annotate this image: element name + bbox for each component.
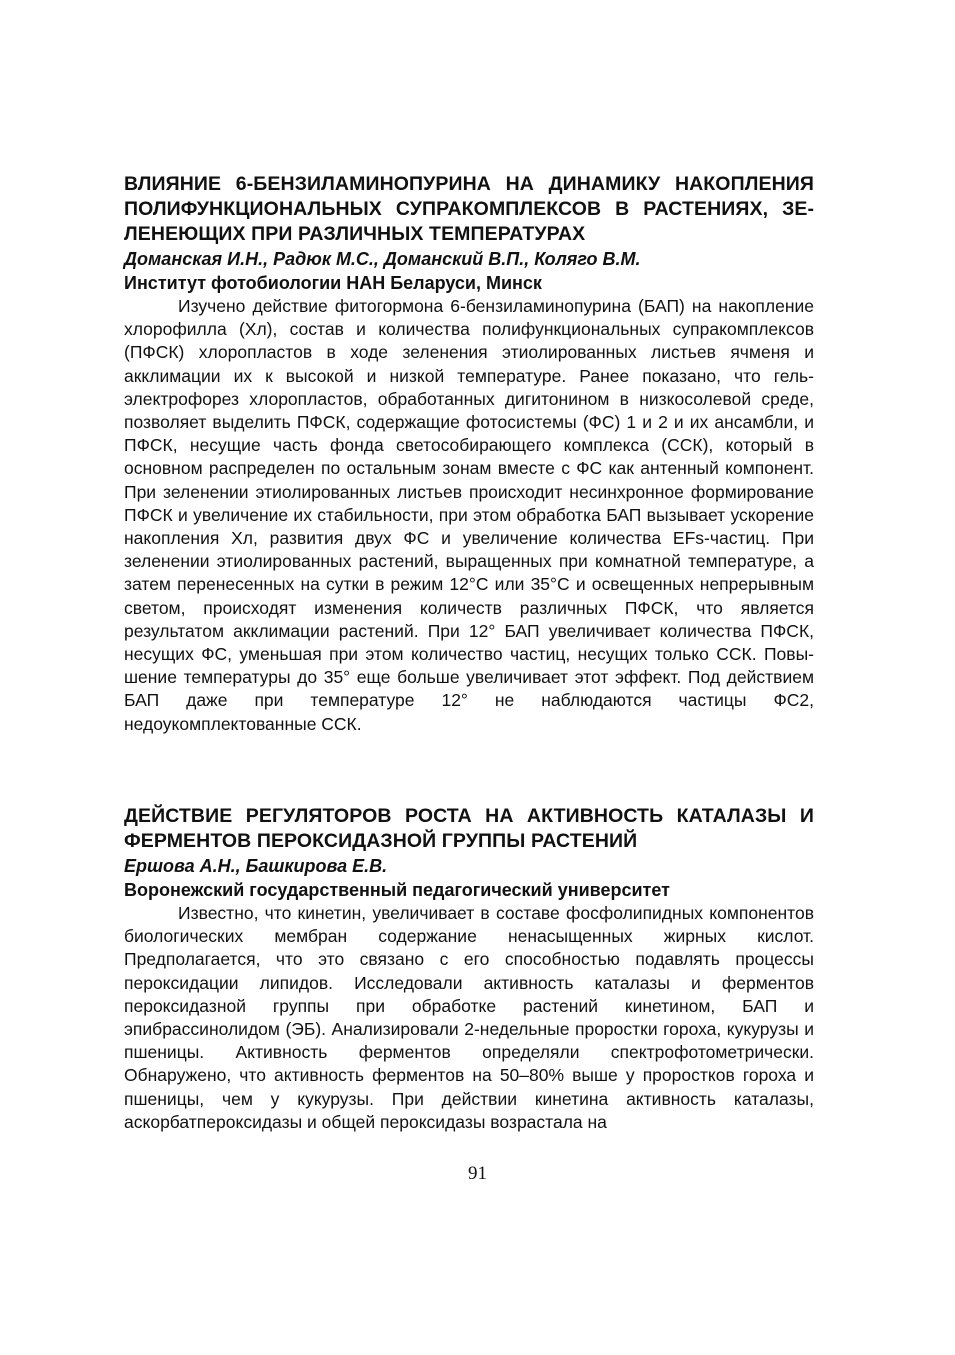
page-number: 91 xyxy=(468,1163,487,1184)
article-1 xyxy=(124,172,814,736)
article-title: ДЕЙСТВИЕ РЕГУЛЯТОРОВ РОСТА НА АКТИВНОСТЬ КАТАЛАЗЫ И ФЕРМЕНТОВ ПЕРОКСИДАЗНОЙ ГРУППЫ РАСТЕНИЙ xyxy=(124,805,814,852)
article-authors: Доманская И.Н., Радюк М.С., Доманский В.П., Коляго В.М. xyxy=(124,249,641,269)
article-authors: Ершова А.Н., Башкирова Е.В. xyxy=(124,856,388,876)
article-title: ВЛИЯНИЕ 6-БЕНЗИЛАМИНОПУРИНА НА ДИНАМИКУ НАКОПЛЕНИЯ ПОЛИФУНКЦИОНАЛЬНЫХ СУПРАКОМПЛЕКСОВ В РАСТЕНИЯХ, ЗЕЛЕНЕЮЩИХ ПРИ РАЗЛИЧНЫХ ТЕМПЕРАТУРАХ xyxy=(124,173,814,245)
article-affiliation: Институт фотобиологии НАН Беларуси, Минск xyxy=(124,273,542,293)
article-2 xyxy=(124,804,814,1134)
article-body: Изучено действие фитогормона 6-бензиламинопурина (БАП) на накопление хлорофилла (Хл), состав и количества полифункциональных супракомплексов (ПФСК) хлоропластов в ходе зеленения этиолированных листьев ячменя и акклимации их к высокой и низкой температуре. Ранее показано, что гель-электрофорез хлоропластов, обработанных дигитонином в низкосолевой среде, позволяет выделить ПФСК, содержащие фотосистемы (ФС) 1 и 2 и их ансамбли, и ПФСК, несущие часть фонда светособирающего комплекса (ССК), который в основном распределен по остальным зонам вместе с ФС как антенный компонент. При зеленении этиолированных листьев происходит несинхронное формирование ПФСК и увеличение их стабильности, при этом обработка БАП вызывает ускорение накопления Хл, развития двух ФС и увеличение количества EFs-частиц. При зеленении этиолированных растений, выращенных при комнатной температуре, а затем перенесенных на сутки в режим 12°С или 35°С и освещенных непрерывным светом, происходят изменения количеств различных ПФСК, что является результатом акклимации растений. При 12° БАП увеличивает количества ПФСК, несущих ФС, уменьшая при этом количество частиц, несущих только ССК. Повышение температуры до 35° еще больше увеличивает этот эффект. Под действием БАП даже при температуре 12° не наблюдаются частицы ФС2, недоукомплектованные ССК. xyxy=(124,296,814,734)
article-body: Известно, что кинетин, увеличивает в составе фосфолипидных компонентов биологических мембран содержание ненасыщенных жирных кислот. Предполагается, что это связано с его способностью подавлять процессы пероксидации липидов. Исследовали активность каталазы и ферментов пероксидазной группы при обработке растений кинетином, БАП и эпибрассинолидом (ЭБ). Анализировали 2-недельные проростки гороха, кукурузы и пшеницы. Активность ферментов определяли спектрофотометрически. Обнаружено, что активность ферментов на 50–80% выше у проростков гороха и пшеницы, чем у кукурузы. При действии кинетина активность каталазы, аскорбатпероксидазы и общей пероксидазы возрастала на xyxy=(124,903,814,1132)
article-affiliation: Воронежский государственный педагогический университет xyxy=(124,880,670,900)
